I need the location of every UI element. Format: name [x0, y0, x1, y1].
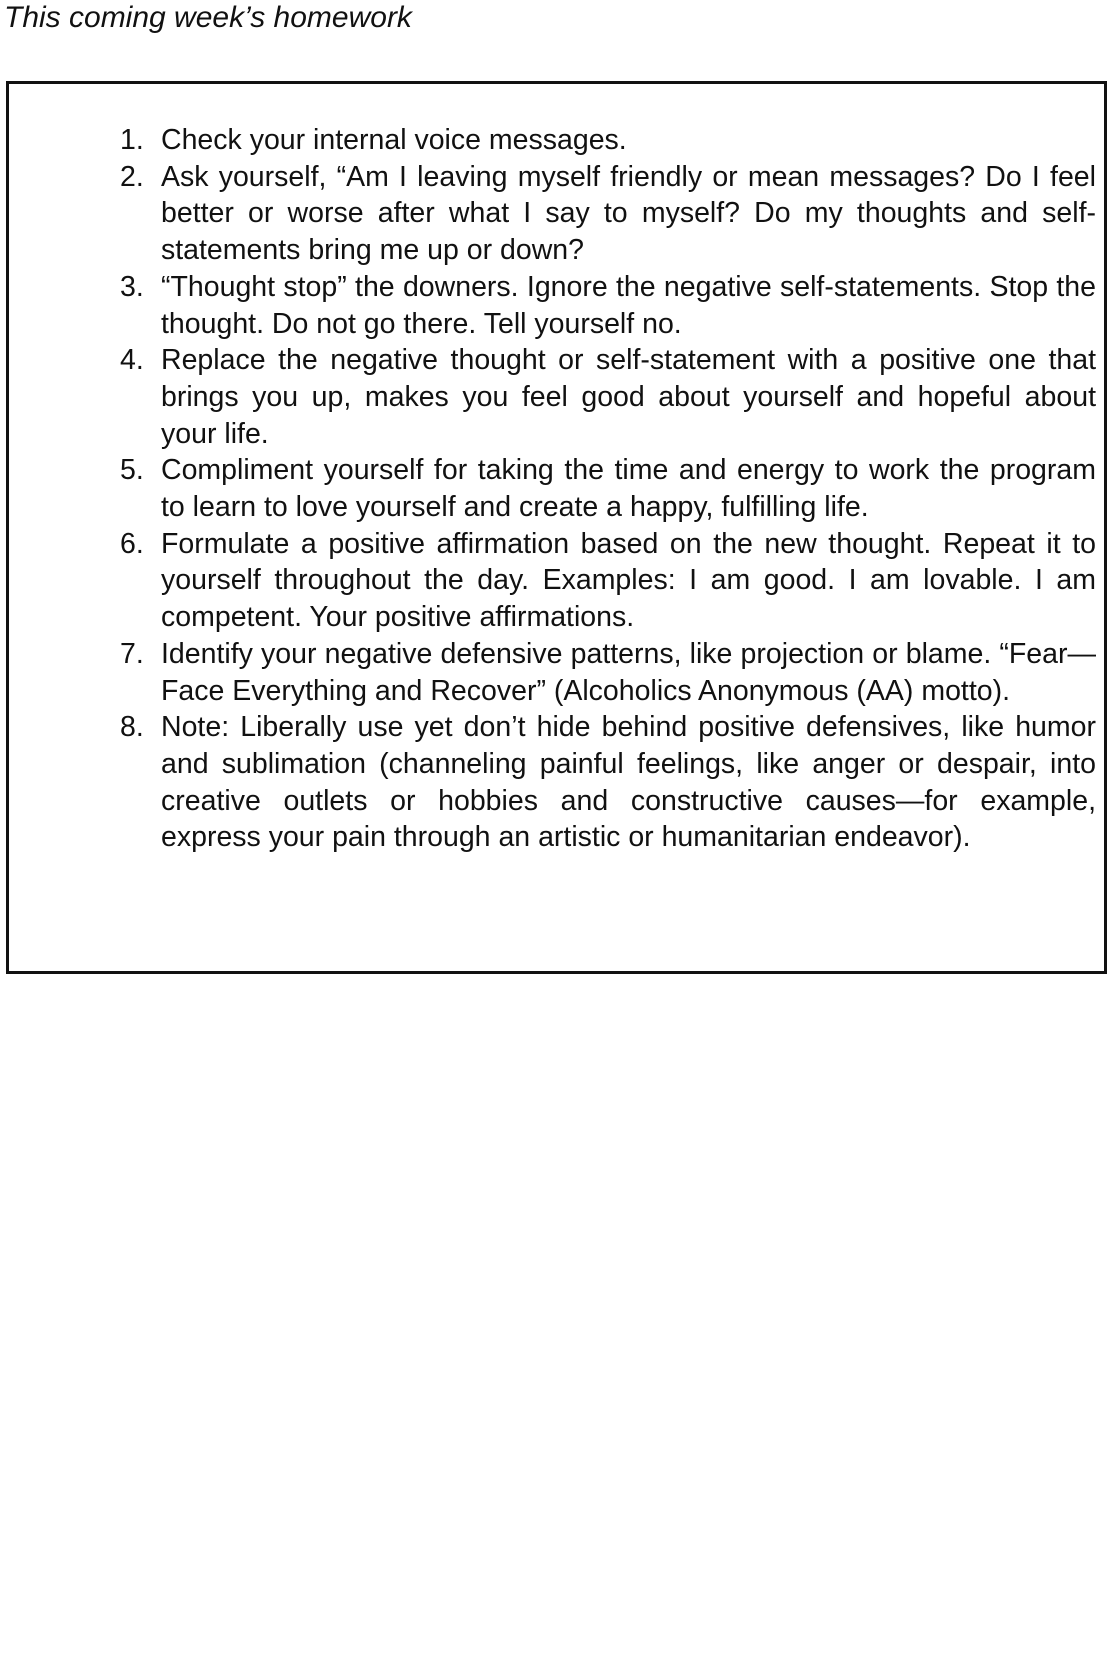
list-item: [120, 159, 1096, 269]
list-item: [120, 122, 1096, 159]
item-number: 4.: [120, 344, 144, 377]
list-item: [120, 526, 1096, 636]
item-text: Formulate a positive affirmation based on the new thought. Repeat it to yourself throughout the day. Examples: I am good. I am lovable. I am competent. Your positive affirmations.: [161, 527, 1096, 634]
item-text: Ask yourself, “Am I leaving myself friendly or mean messages? Do I feel better or worse after what I say to myself? Do my thoughts and self-statements bring me up or down?: [161, 160, 1096, 267]
item-number: 3.: [120, 270, 144, 303]
item-text: Compliment yourself for taking the time and energy to work the program to learn to love yourself and create a happy, fulfilling life.: [161, 454, 1096, 524]
item-text: “Thought stop” the downers. Ignore the negative self-statements. Stop the thought. Do not go there. Tell yourself no.: [161, 270, 1096, 340]
list-item: [120, 636, 1096, 709]
item-text: Check your internal voice messages.: [161, 124, 627, 156]
item-number: 7.: [120, 637, 144, 670]
item-text: Replace the negative thought or self-statement with a positive one that brings you up, makes you feel good about yourself and hopeful about your life.: [161, 344, 1096, 450]
homework-list: [120, 122, 1096, 856]
item-number: 2.: [120, 160, 144, 193]
item-number: 6.: [120, 527, 144, 560]
item-number: 5.: [120, 454, 144, 487]
page-heading: This coming week’s homework: [4, 1, 412, 34]
item-text: Identify your negative defensive patterns, like projection or blame. “Fear—Face Everything and Recover” (Alcoholics Anonymous (AA) motto).: [161, 637, 1096, 707]
item-number: 1.: [120, 124, 144, 156]
list-item: [120, 342, 1096, 452]
list-item: [120, 709, 1096, 856]
list-item: [120, 452, 1096, 525]
item-number: 8.: [120, 711, 144, 744]
item-text: Note: Liberally use yet don’t hide behind positive defensives, like humor and sublimation (channeling painful feelings, like anger or despair, into creative outlets or hobbies and constructive causes—for example, express your pain through an artistic or humanitarian endeavor).: [161, 711, 1096, 854]
list-item: [120, 269, 1096, 342]
